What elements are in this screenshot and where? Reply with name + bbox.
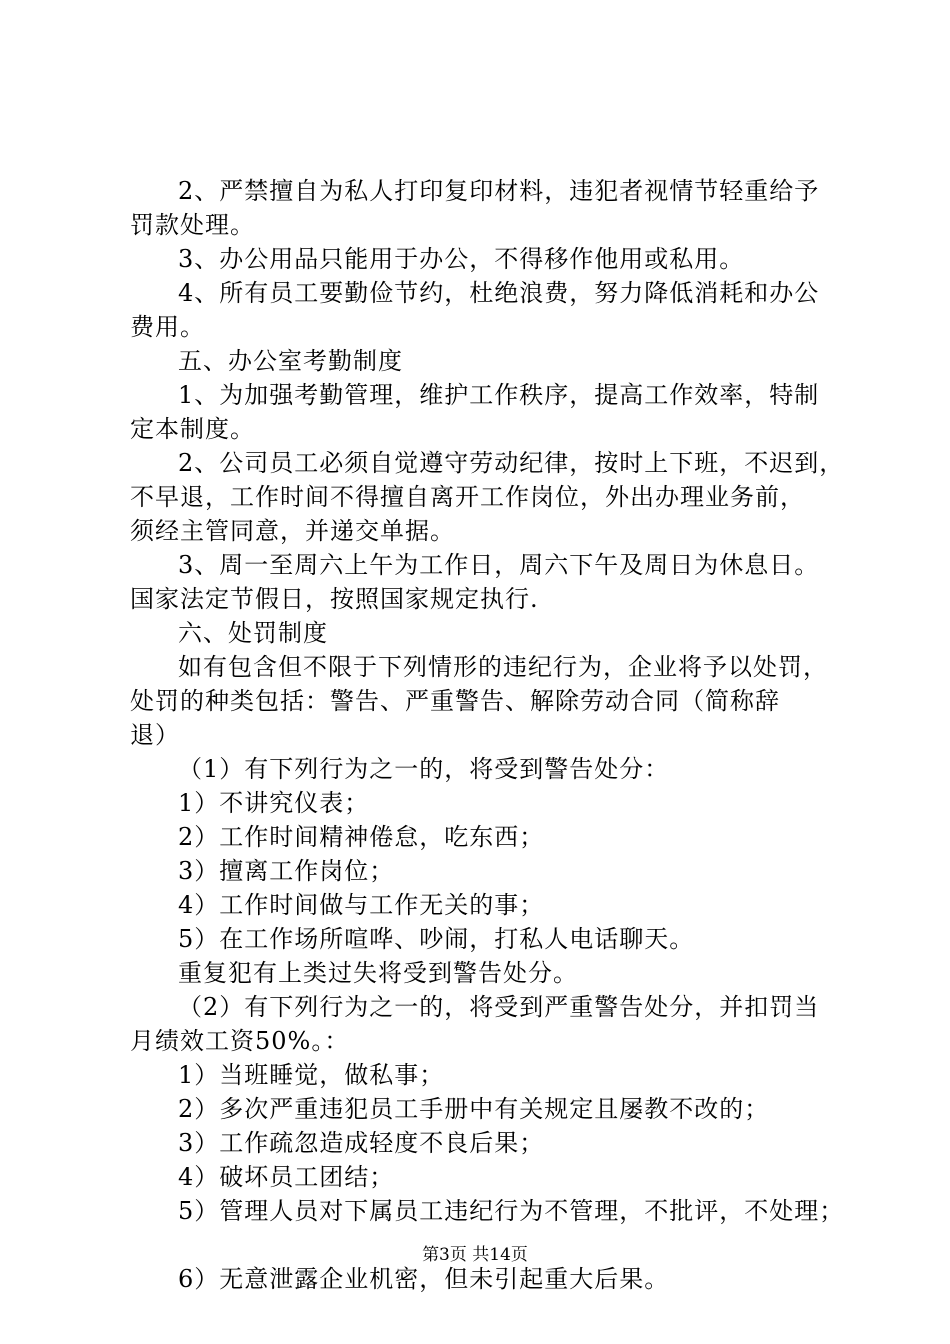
list-item: 5）管理人员对下属员工违纪行为不管理，不批评，不处理；: [178, 1197, 845, 1225]
paragraph-line: 须经主管同意，并递交单据。: [130, 517, 455, 545]
paragraph-line: 重复犯有上类过失将受到警告处分。: [178, 959, 578, 987]
section-heading: 六、处罚制度: [178, 619, 328, 647]
list-item: 5）在工作场所喧哗、吵闹，打私人电话聊天。: [178, 925, 695, 953]
paragraph-line: 如有包含但不限于下列情形的违纪行为，企业将予以处罚，: [178, 653, 828, 681]
document-body: [130, 174, 845, 1296]
list-item: 3）擅离工作岗位；: [178, 857, 395, 885]
list-item: 4）破坏员工团结；: [178, 1163, 395, 1191]
section-heading: 五、办公室考勤制度: [178, 347, 403, 375]
paragraph-line: 2、公司员工必须自觉遵守劳动纪律，按时上下班，不迟到，: [178, 449, 845, 477]
paragraph-line: （1）有下列行为之一的，将受到警告处分：: [178, 755, 670, 783]
paragraph-line: 3、办公用品只能用于办公，不得移作他用或私用。: [178, 245, 745, 273]
page-footer: 第3页 共14页: [422, 1245, 528, 1265]
paragraph-line: 3、周一至周六上午为工作日，周六下午及周日为休息日。: [178, 551, 820, 579]
paragraph-line: 不早退，工作时间不得擅自离开工作岗位，外出办理业务前，: [130, 483, 805, 511]
list-item: 6）无意泄露企业机密，但未引起重大后果。: [178, 1265, 670, 1293]
paragraph-line: 罚款处理。: [130, 211, 255, 239]
paragraph-line: 月绩效工资50%。：: [130, 1027, 350, 1055]
paragraph-line: 4、所有员工要勤俭节约，杜绝浪费，努力降低消耗和办公: [178, 279, 820, 307]
paragraph-line: 定本制度。: [130, 415, 255, 443]
list-item: 2）工作时间精神倦怠，吃东西；: [178, 823, 545, 851]
list-item: 1）不讲究仪表；: [178, 789, 370, 817]
list-item: 4）工作时间做与工作无关的事；: [178, 891, 545, 919]
list-item: 2）多次严重违犯员工手册中有关规定且屡教不改的；: [178, 1095, 770, 1123]
paragraph-line: 1、为加强考勤管理，维护工作秩序，提高工作效率，特制: [178, 381, 820, 409]
paragraph-line: 处罚的种类包括：警告、严重警告、解除劳动合同（简称辞: [130, 687, 780, 715]
paragraph-line: 2、严禁擅自为私人打印复印材料，违犯者视情节轻重给予: [178, 177, 820, 205]
list-item: 3）工作疏忽造成轻度不良后果；: [178, 1129, 545, 1157]
paragraph-line: （2）有下列行为之一的，将受到严重警告处分，并扣罚当: [178, 993, 820, 1021]
paragraph-line: 费用。: [130, 313, 205, 341]
list-item: 1）当班睡觉，做私事；: [178, 1061, 445, 1089]
paragraph-line: 退）: [130, 721, 180, 749]
paragraph-line: 国家法定节假日，按照国家规定执行.: [130, 585, 539, 613]
